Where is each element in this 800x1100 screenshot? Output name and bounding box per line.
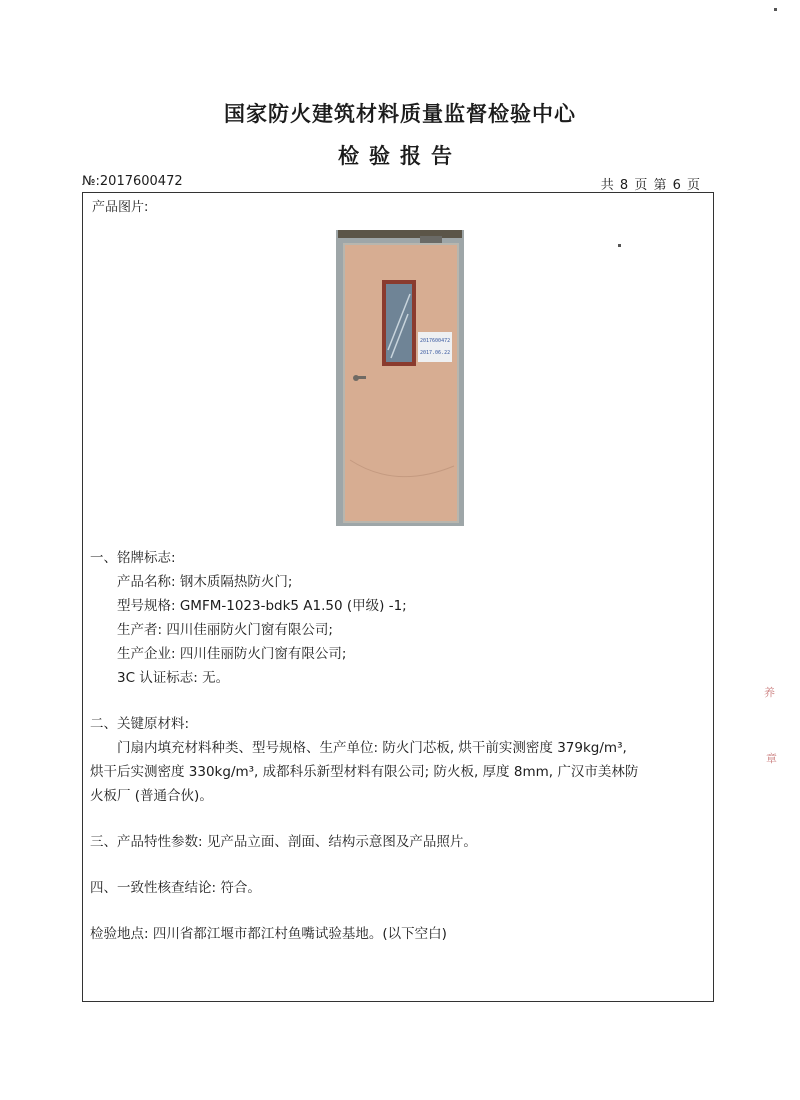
ccc-mark: 3C 认证标志: 无。 [117, 670, 230, 686]
scan-speck [618, 244, 621, 247]
test-location: 检验地点: 四川省都江堰市都江村鱼嘴试验基地。(以下空白) [90, 926, 447, 942]
photo-label: 产品图片: [92, 200, 149, 215]
door-label-date: 2017.06.22 [420, 350, 451, 356]
materials-line-2: 烘干后实测密度 330kg/m³, 成都科乐新型材料有限公司; 防火板, 厚度 8mm, 广汉市美林防 [90, 764, 639, 780]
nameplate-heading: 一、铭牌标志: [90, 550, 176, 566]
report-title: 检验报告 [338, 144, 462, 168]
producer: 生产企业: 四川佳丽防火门窗有限公司; [117, 646, 347, 662]
product-name: 产品名称: 钢木质隔热防火门; [117, 574, 293, 590]
page-indicator: 共 8 页 第 6 页 [600, 178, 700, 193]
materials-line-3: 火板厂 (普通合伙)。 [90, 788, 213, 804]
door-label-number: 2017600472 [420, 338, 451, 344]
report-number: №:2017600472 [82, 174, 183, 189]
scan-speck [774, 8, 777, 11]
characteristics: 三、产品特性参数: 见产品立面、剖面、结构示意图及产品照片。 [90, 834, 477, 850]
model-spec: 型号规格: GMFM-1023-bdk5 A1.50 (甲级) -1; [117, 598, 407, 614]
door-photo [336, 230, 464, 526]
materials-line-1: 门扇内填充材料种类、型号规格、生产单位: 防火门芯板, 烘干前实测密度 379kg/m³, [117, 740, 627, 756]
institution-title: 国家防火建筑材料质量监督检验中心 [224, 102, 576, 126]
conformity: 四、一致性核查结论: 符合。 [90, 880, 261, 896]
margin-mark-1: 养 [764, 686, 775, 699]
materials-heading: 二、关键原材料: [90, 716, 190, 732]
margin-mark-2: 章 [766, 752, 777, 765]
manufacturer: 生产者: 四川佳丽防火门窗有限公司; [117, 622, 333, 638]
